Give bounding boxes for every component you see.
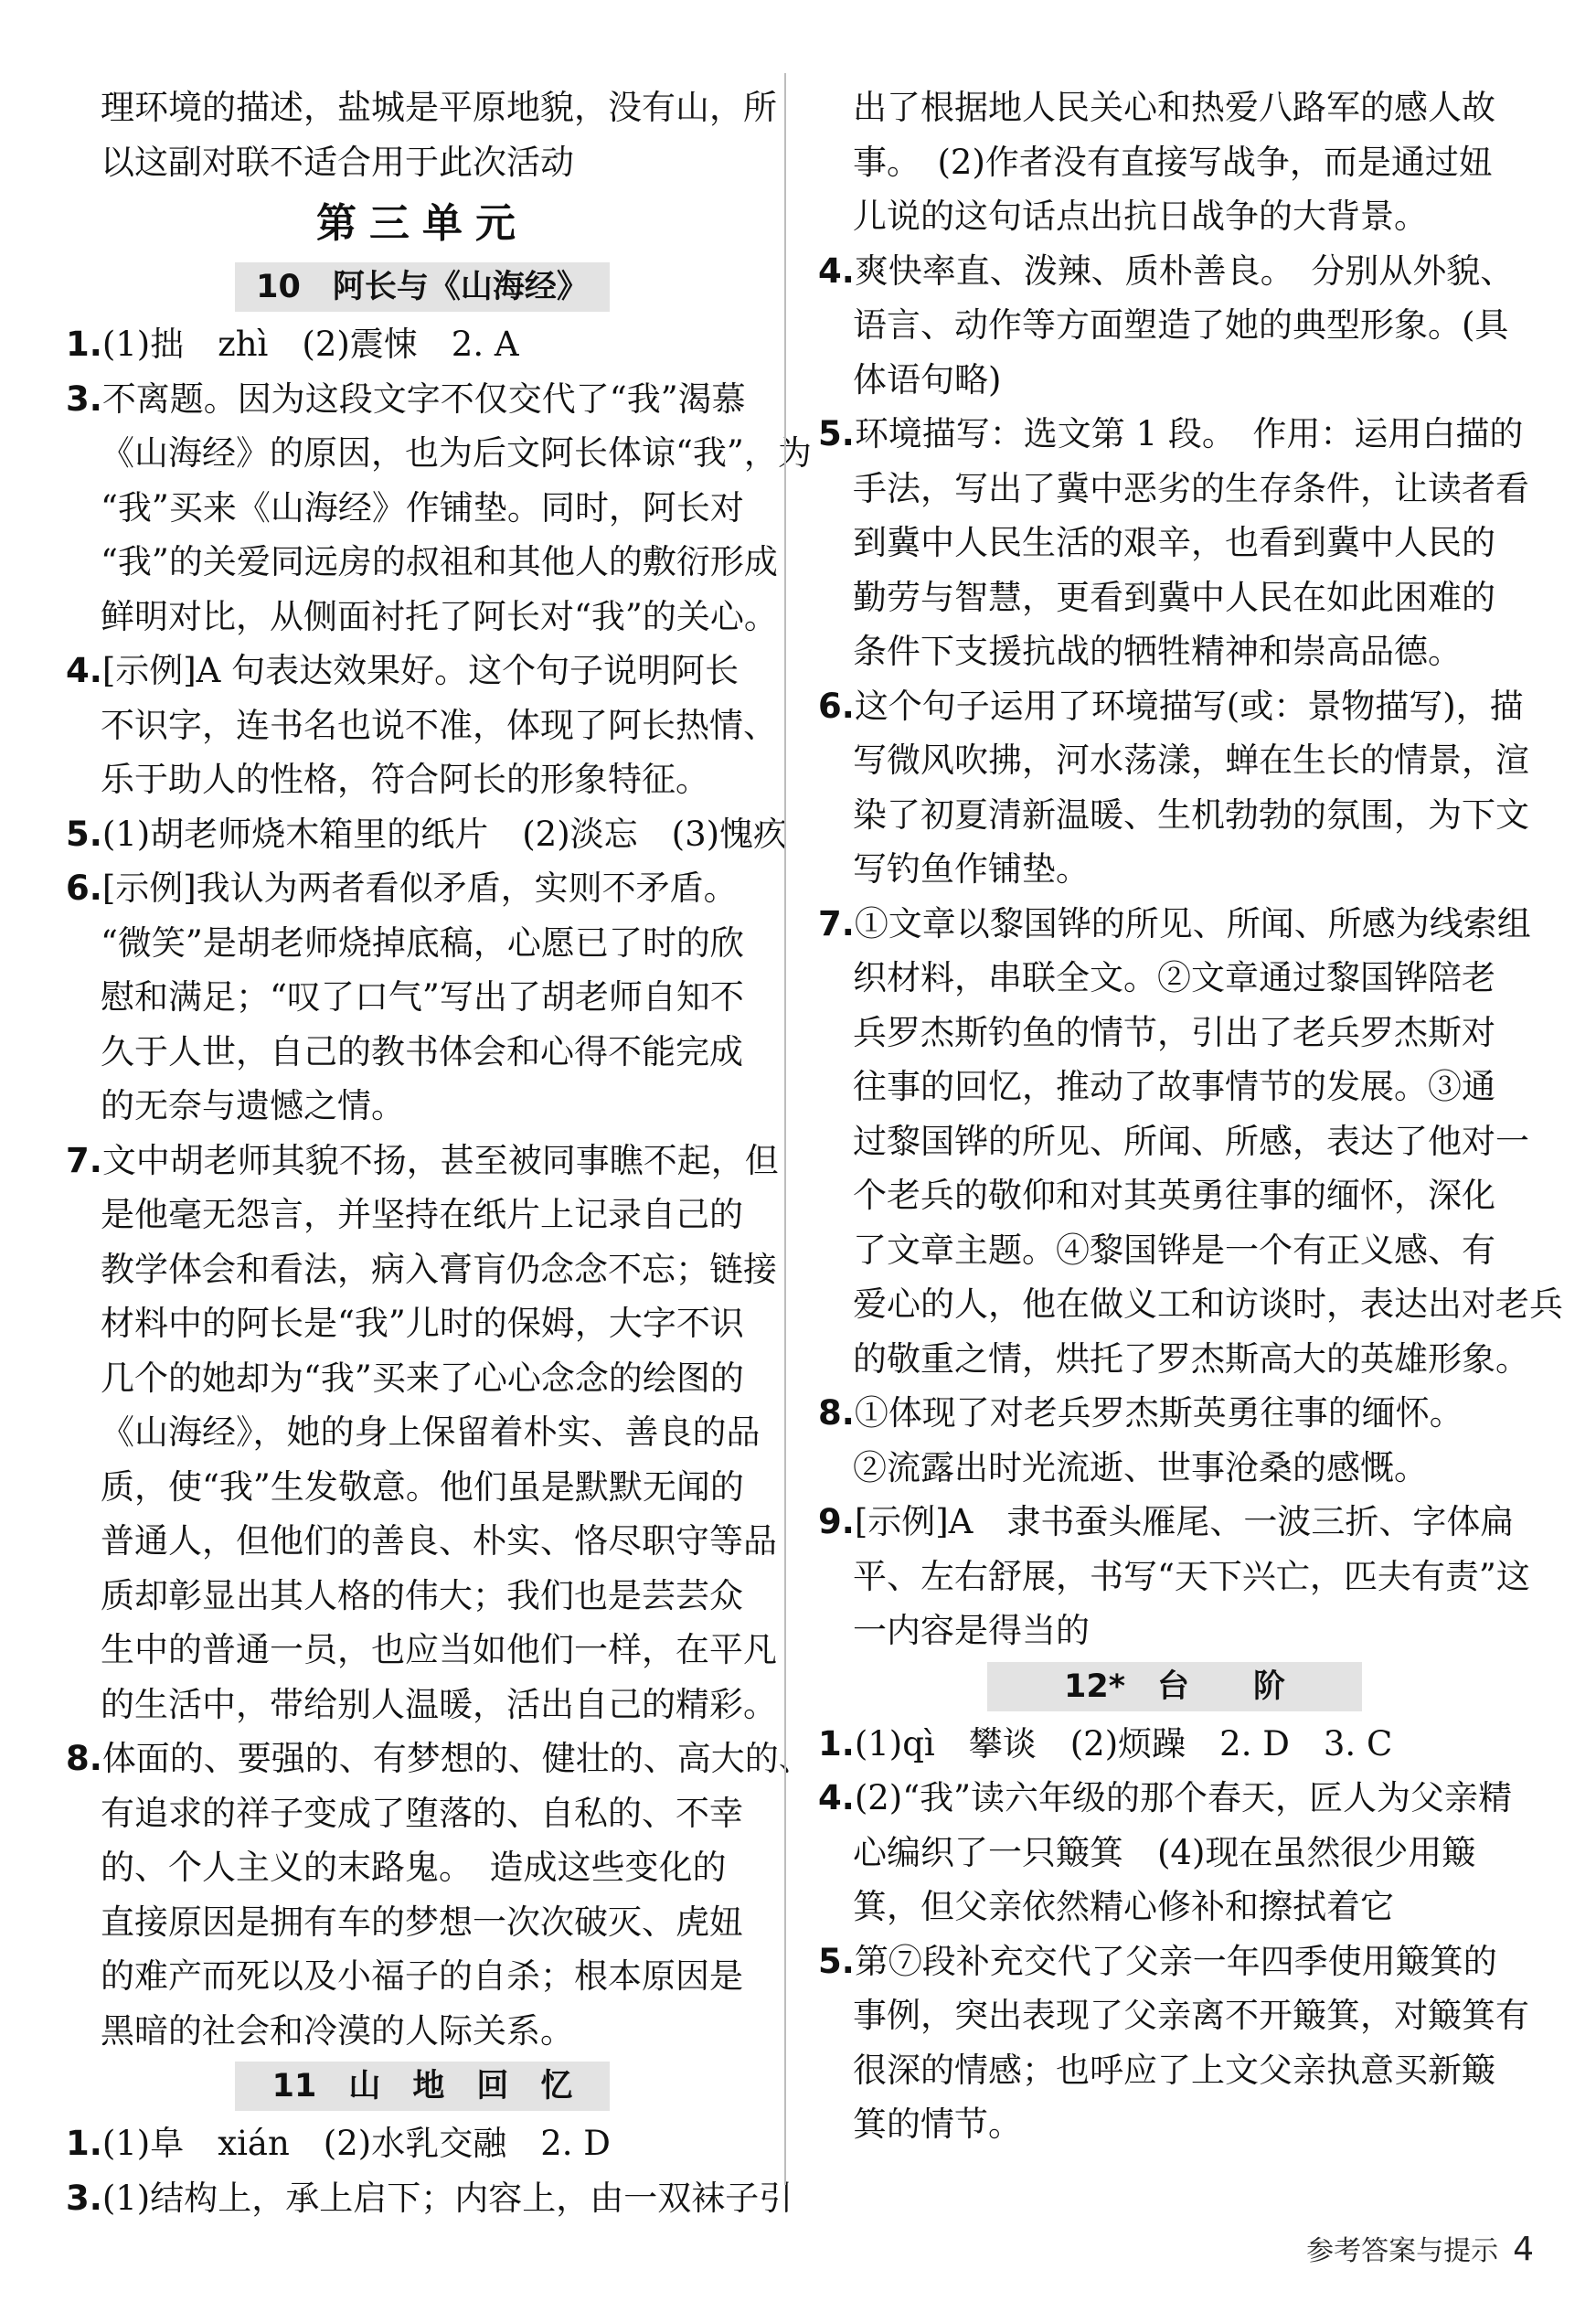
text-line: 慰和满足；“叹了口气”写出了胡老师自知不 — [101, 977, 744, 1017]
answer-1: 1.(1)拙 zhì (2)震悚 2. A — [66, 325, 519, 364]
answer-6: 6.这个句子运用了环境描写(或：景物描写)，描 — [818, 686, 1524, 726]
text-line: 事。 (2)作者没有直接写战争，而是通过妞 — [853, 142, 1493, 182]
text-line: 久于人世，自己的教书体会和心得不能完成 — [101, 1031, 743, 1071]
text-line: 心编织了一只簸箕 (4)现在虽然很少用簸 — [853, 1832, 1476, 1872]
left-column — [66, 80, 813, 2225]
text-line: 不识字，连书名也说不准，体现了阿长热情、 — [101, 705, 777, 745]
text-line: 很深的情感；也呼应了上文父亲执意买新簸 — [853, 2050, 1495, 2090]
text-line: 的生活中，带给别人温暖，活出自己的精彩。 — [101, 1684, 777, 1724]
text-line: 体语句略) — [853, 359, 1002, 400]
answer-4: 4.爽快率直、泼辣、质朴善良。 分别从外貌、 — [818, 250, 1515, 291]
text-line: 以这副对联不适合用于此次活动 — [101, 142, 574, 182]
answer-3: 3.不离题。因为这段文字不仅交代了“我”渴慕 — [66, 378, 746, 419]
text-line: 了文章主题。④黎国铧是一个有正义感、有 — [853, 1230, 1495, 1270]
text-line: 几个的她却为“我”买来了心心念念的绘图的 — [101, 1358, 744, 1398]
text-line: “我”的关爱同远房的叔祖和其他人的敷衍形成 — [101, 542, 778, 581]
answer-3: 3.(1)结构上，承上启下；内容上，由一双袜子引 — [66, 2178, 793, 2218]
page-number: 4 — [1513, 2231, 1534, 2268]
answer-8: 8.体面的、要强的、有梦想的、健壮的、高大的、 — [66, 1739, 813, 1778]
text-line: 勤劳与智慧，更看到冀中人民在如此困难的 — [853, 577, 1495, 617]
text-line: “微笑”是胡老师烧掉底稿，心愿已了时的欣 — [101, 922, 744, 963]
answer-4: 4.[示例]A 句表达效果好。这个句子说明阿长 — [66, 651, 739, 690]
text-line: 教学体会和看法，病入膏肓仍念念不忘；链接 — [101, 1249, 777, 1289]
text-line: 的、个人主义的末路鬼。 造成这些变化的 — [101, 1848, 727, 1887]
text-line: 箕，但父亲依然精心修补和擦拭着它 — [853, 1887, 1394, 1926]
answer-1: 1.(1)阜 xián (2)水乳交融 2. D — [66, 2124, 611, 2163]
text-line: 理环境的描述，盐城是平原地貌，没有山，所 — [101, 88, 777, 127]
answer-5: 5.第⑦段补充交代了父亲一年四季使用簸箕的 — [818, 1941, 1497, 1981]
answer-4: 4.(2)“我”读六年级的那个春天，匠人为父亲精 — [818, 1778, 1513, 1817]
text-line: 往事的回忆，推动了故事情节的发展。③通 — [853, 1067, 1495, 1106]
text-line: 平、左右舒展，书写“天下兴亡，匹夫有责”这 — [853, 1556, 1530, 1596]
text-line: 织材料，串联全文。②文章通过黎国铧陪老 — [853, 958, 1495, 997]
text-line: 儿说的这句话点出抗日战争的大背景。 — [853, 197, 1428, 236]
text-line: 染了初夏清新温暖、生机勃勃的氛围，为下文 — [853, 794, 1529, 835]
text-line: “我”买来《山海经》作铺垫。同时，阿长对 — [101, 487, 744, 527]
text-line: 语言、动作等方面塑造了她的典型形象。(具 — [853, 305, 1509, 345]
text-line: 一内容是得当的 — [853, 1611, 1090, 1650]
column-divider — [784, 73, 786, 2185]
text-line: 的敬重之情，烘托了罗杰斯高大的英雄形象。 — [853, 1338, 1529, 1379]
text-line: 条件下支援抗战的牺牲精神和崇高品德。 — [853, 632, 1462, 671]
text-line: 事例，突出表现了父亲离不开簸箕，对簸箕有 — [853, 1996, 1529, 2035]
text-line: 有追求的祥子变成了堕落的、自私的、不幸 — [101, 1793, 743, 1833]
text-line: 鲜明对比，从侧面衬托了阿长对“我”的关心。 — [101, 596, 778, 636]
text-line: 过黎国铧的所见、所闻、所感，表达了他对一 — [853, 1121, 1529, 1161]
answer-1: 1.(1)qì 攀谈 (2)烦躁 2. D 3. C — [818, 1723, 1393, 1764]
text-line: 普通人，但他们的善良、朴实、恪尽职守等品 — [101, 1521, 777, 1561]
answer-5: 5.环境描写：选文第 1 段。 作用：运用白描的 — [818, 414, 1524, 453]
text-line: 箕的情节。 — [853, 2105, 1022, 2144]
answer-9: 9.[示例]A 隶书蚕头雁尾、一波三折、字体扁 — [818, 1502, 1515, 1541]
answer-7: 7.①文章以黎国铧的所见、所闻、所感为线索组 — [818, 903, 1531, 943]
text-line: 手法，写出了冀中恶劣的生存条件，让读者看 — [853, 468, 1529, 508]
text-line: 质却彰显出其人格的伟大；我们也是芸芸众 — [101, 1575, 743, 1615]
right-column — [818, 80, 1563, 2152]
text-line: 兵罗杰斯钓鱼的情节，引出了老兵罗杰斯对 — [853, 1012, 1495, 1052]
text-line: 到冀中人民生活的艰辛，也看到冀中人民的 — [853, 523, 1495, 562]
text-line: 爱心的人，他在做义工和访谈时，表达出对老兵 — [853, 1284, 1563, 1324]
text-line: 是他毫无怨言，并坚持在纸片上记录自己的 — [101, 1195, 743, 1234]
text-line: ②流露出时光流逝、世事沧桑的感慨。 — [853, 1447, 1428, 1487]
text-line: 直接原因是拥有车的梦想一次次破灭、虎妞 — [101, 1902, 743, 1942]
answer-7: 7.文中胡老师其貌不扬，甚至被同事瞧不起，但 — [66, 1140, 779, 1180]
answer-8: 8.①体现了对老兵罗杰斯英勇往事的缅怀。 — [818, 1393, 1463, 1433]
section-title-10: 10 阿长与《山海经》 — [235, 262, 610, 312]
answer-5: 5.(1)胡老师烧木箱里的纸片 (2)淡忘 (3)愧疚 — [66, 814, 788, 854]
section-title-12: 12* 台 阶 — [987, 1662, 1362, 1711]
text-line: 乐于助人的性格，符合阿长的形象特征。 — [101, 760, 709, 799]
text-line: 写微风吹拂，河水荡漾，蝉在生长的情景，渲 — [853, 741, 1529, 780]
unit-title: 第三单元 — [316, 200, 528, 247]
section-title-11: 11 山 地 回 忆 — [235, 2062, 610, 2111]
text-line: 个老兵的敬仰和对其英勇往事的缅怀，深化 — [853, 1176, 1495, 1215]
footer-label: 参考答案与提示 — [1306, 2235, 1499, 2267]
text-line: 黑暗的社会和冷漠的人际关系。 — [101, 2010, 574, 2051]
answer-6: 6.[示例]我认为两者看似矛盾，实则不矛盾。 — [66, 868, 738, 908]
text-line: 的难产而死以及小福子的自杀；根本原因是 — [101, 1956, 743, 1996]
text-line: 《山海经》，她的身上保留着朴实、善良的品 — [101, 1412, 761, 1452]
text-line: 材料中的阿长是“我”儿时的保姆，大字不识 — [101, 1304, 744, 1343]
text-line: 写钓鱼作铺垫。 — [853, 849, 1090, 889]
text-line: 生中的普通一员，也应当如他们一样，在平凡 — [101, 1630, 777, 1669]
text-line: 《山海经》的原因，也为后文阿长体谅“我”，为 — [101, 433, 812, 473]
text-line: 的无奈与遗憾之情。 — [101, 1086, 405, 1125]
page-footer — [1306, 2228, 1534, 2268]
text-line: 质，使“我”生发敬意。他们虽是默默无闻的 — [101, 1466, 744, 1507]
text-line: 出了根据地人民关心和热爱八路军的感人故 — [853, 88, 1495, 127]
